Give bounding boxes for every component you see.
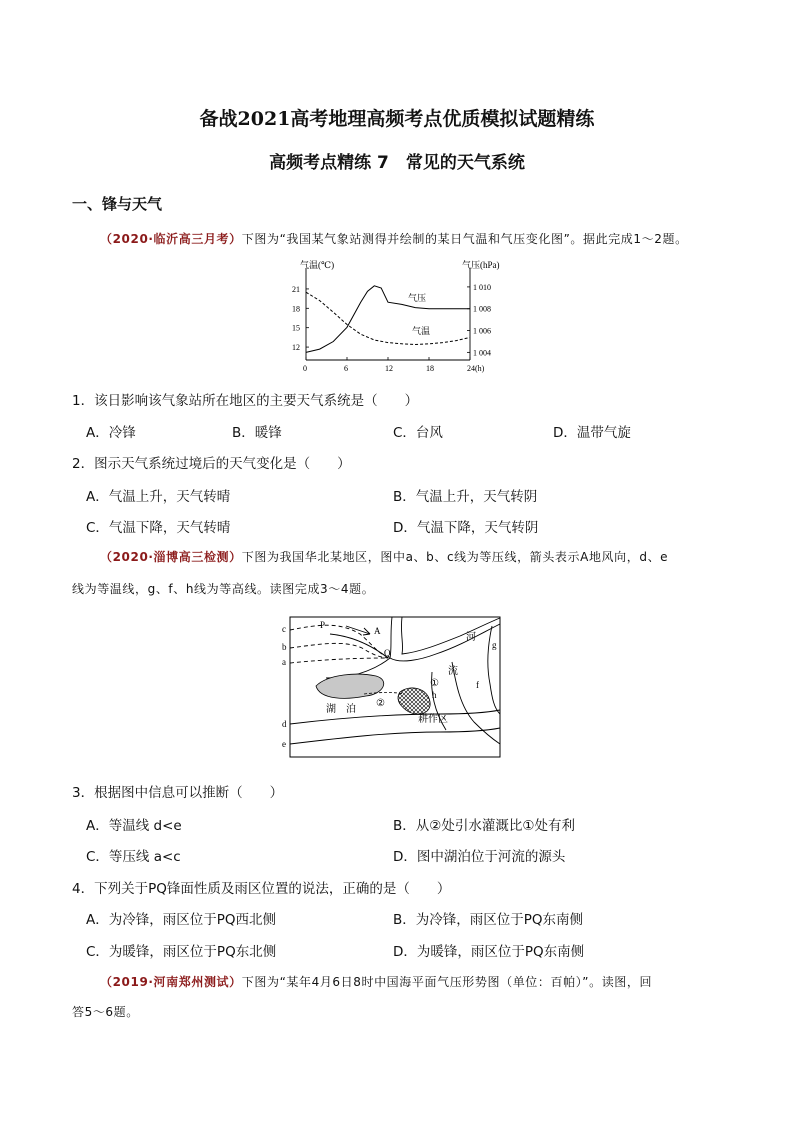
intro-3 (100, 969, 740, 995)
map-label-lake: 湖 泊 (326, 704, 356, 715)
q1-stem: 1．该日影响该气象站所在地区的主要天气系统是（ ） (72, 393, 419, 409)
q2-option-a[interactable]: A．气温上升，天气转晴 (86, 489, 231, 505)
q4-option-c[interactable]: C．为暖锋，雨区位于PQ东北侧 (86, 944, 277, 960)
y-right-tick-label: 1 006 (473, 326, 491, 336)
map-label-c: c (282, 624, 286, 634)
intro-1-text: 下图为“我国某气象站测得并绘制的某日气温和气压变化图”。据此完成1～2题。 (241, 232, 688, 246)
map-label-b: b (282, 642, 287, 652)
q2-stem: 2．图示天气系统过境后的天气变化是（ ） (72, 456, 351, 472)
map-label-f: f (476, 680, 479, 690)
intro-2-source: （2020·淄博高三检测） (100, 550, 242, 564)
wind-arrowhead (363, 628, 370, 635)
section-heading: 一、锋与天气 (72, 195, 163, 213)
region-map (280, 614, 504, 760)
map-label-g: g (492, 640, 497, 650)
y-left-tick-label: 12 (292, 343, 300, 353)
farmland (398, 688, 430, 714)
y-right-tick-label: 1 010 (473, 282, 491, 292)
intro-1 (100, 226, 740, 252)
q1-option-b[interactable]: B．暖锋 (232, 425, 282, 441)
q2-option-d[interactable]: D．气温下降，天气转阴 (393, 520, 539, 536)
map-label-farm: 耕作区 (418, 714, 448, 725)
temp-pressure-chart (280, 254, 520, 380)
map-label-h: h (432, 690, 437, 700)
series-label-temp: 气温 (412, 326, 431, 336)
intro-2-line2: 线为等温线，g、f、h线为等高线。读图完成3～4题。 (72, 582, 375, 596)
series-line-temperature (306, 292, 470, 344)
map-label-flow: 流 (448, 666, 458, 677)
q2-option-b[interactable]: B．气温上升，天气转阴 (393, 489, 538, 505)
q4-option-a[interactable]: A．为冷锋，雨区位于PQ西北侧 (86, 912, 277, 928)
page-subtitle: 高频考点精练 7 常见的天气系统 (269, 153, 525, 173)
y-left-label: 气温(℃) (300, 260, 335, 270)
isobar-b (290, 643, 388, 658)
q3-option-c[interactable]: C．等压线 a<c (86, 849, 181, 865)
chart-lines (306, 286, 470, 353)
q3-option-a[interactable]: A．等温线 d<e (86, 818, 182, 834)
chart-ticks (292, 283, 491, 373)
q1-option-d[interactable]: D．温带气旋 (553, 425, 631, 441)
isotherm-d (290, 710, 500, 724)
q4-option-d[interactable]: D．为暖锋，雨区位于PQ东南侧 (393, 944, 585, 960)
intro-3-text: 下图为“某年4月6日8时中国海平面气压形势图（单位：百帕）”。读图，回 (241, 975, 653, 989)
intro-3-line2: 答5～6题。 (72, 1005, 139, 1019)
y-left-tick-label: 15 (292, 323, 300, 333)
map-label-Q: Q (384, 648, 391, 658)
y-left-tick-label: 18 (292, 304, 300, 314)
q4-stem: 4．下列关于PQ锋面性质及雨区位置的说法，正确的是（ ） (72, 881, 451, 897)
intro-3-source: （2019·河南郑州测试） (100, 975, 242, 989)
x-tick-label: 24(h) (467, 364, 485, 373)
river-bank-north (390, 617, 500, 661)
q3-stem: 3．根据图中信息可以推断（ ） (72, 785, 284, 801)
x-tick-label: 18 (426, 364, 434, 373)
intro-2 (100, 544, 740, 570)
map-label-p: P (320, 620, 326, 630)
series-label-pressure: 气压 (408, 293, 427, 303)
isobar-a (290, 658, 388, 663)
q1-option-a[interactable]: A．冷锋 (86, 425, 136, 441)
chart-axes (306, 268, 470, 360)
front-pq (330, 634, 388, 658)
map-label-a: a (282, 657, 286, 667)
y-right-tick-label: 1 008 (473, 304, 491, 314)
q1-option-c[interactable]: C．台风 (393, 425, 443, 441)
x-tick-label: 6 (344, 364, 348, 373)
x-tick-label: 12 (385, 364, 393, 373)
q4-option-b[interactable]: B．为冷锋，雨区位于PQ东南侧 (393, 912, 584, 928)
q2-option-c[interactable]: C．气温下降，天气转晴 (86, 520, 231, 536)
intro-2-text: 下图为我国华北某地区，图中a、b、c线为等压线，箭头表示A地风向，d、e (241, 550, 669, 564)
map-label-river: 河 (466, 632, 476, 643)
page-title: 备战2021高考地理高频考点优质模拟试题精练 (199, 108, 595, 130)
y-right-tick-label: 1 004 (473, 348, 491, 358)
isotherm-e (290, 728, 500, 744)
q3-option-d[interactable]: D．图中湖泊位于河流的源头 (393, 849, 566, 865)
map-label-A: A (374, 626, 381, 636)
map-label-e: e (282, 739, 286, 749)
map-label-circle1: ① (430, 678, 439, 689)
y-right-label: 气压(hPa) (462, 260, 500, 270)
map-label-circle2: ② (376, 698, 385, 709)
intro-1-source: （2020·临沂高三月考） (100, 232, 242, 246)
map-label-d: d (282, 719, 287, 729)
q3-option-b[interactable]: B．从②处引水灌溉比①处有利 (393, 818, 575, 834)
y-left-tick-label: 21 (292, 284, 300, 294)
x-tick-label: 0 (303, 364, 307, 373)
